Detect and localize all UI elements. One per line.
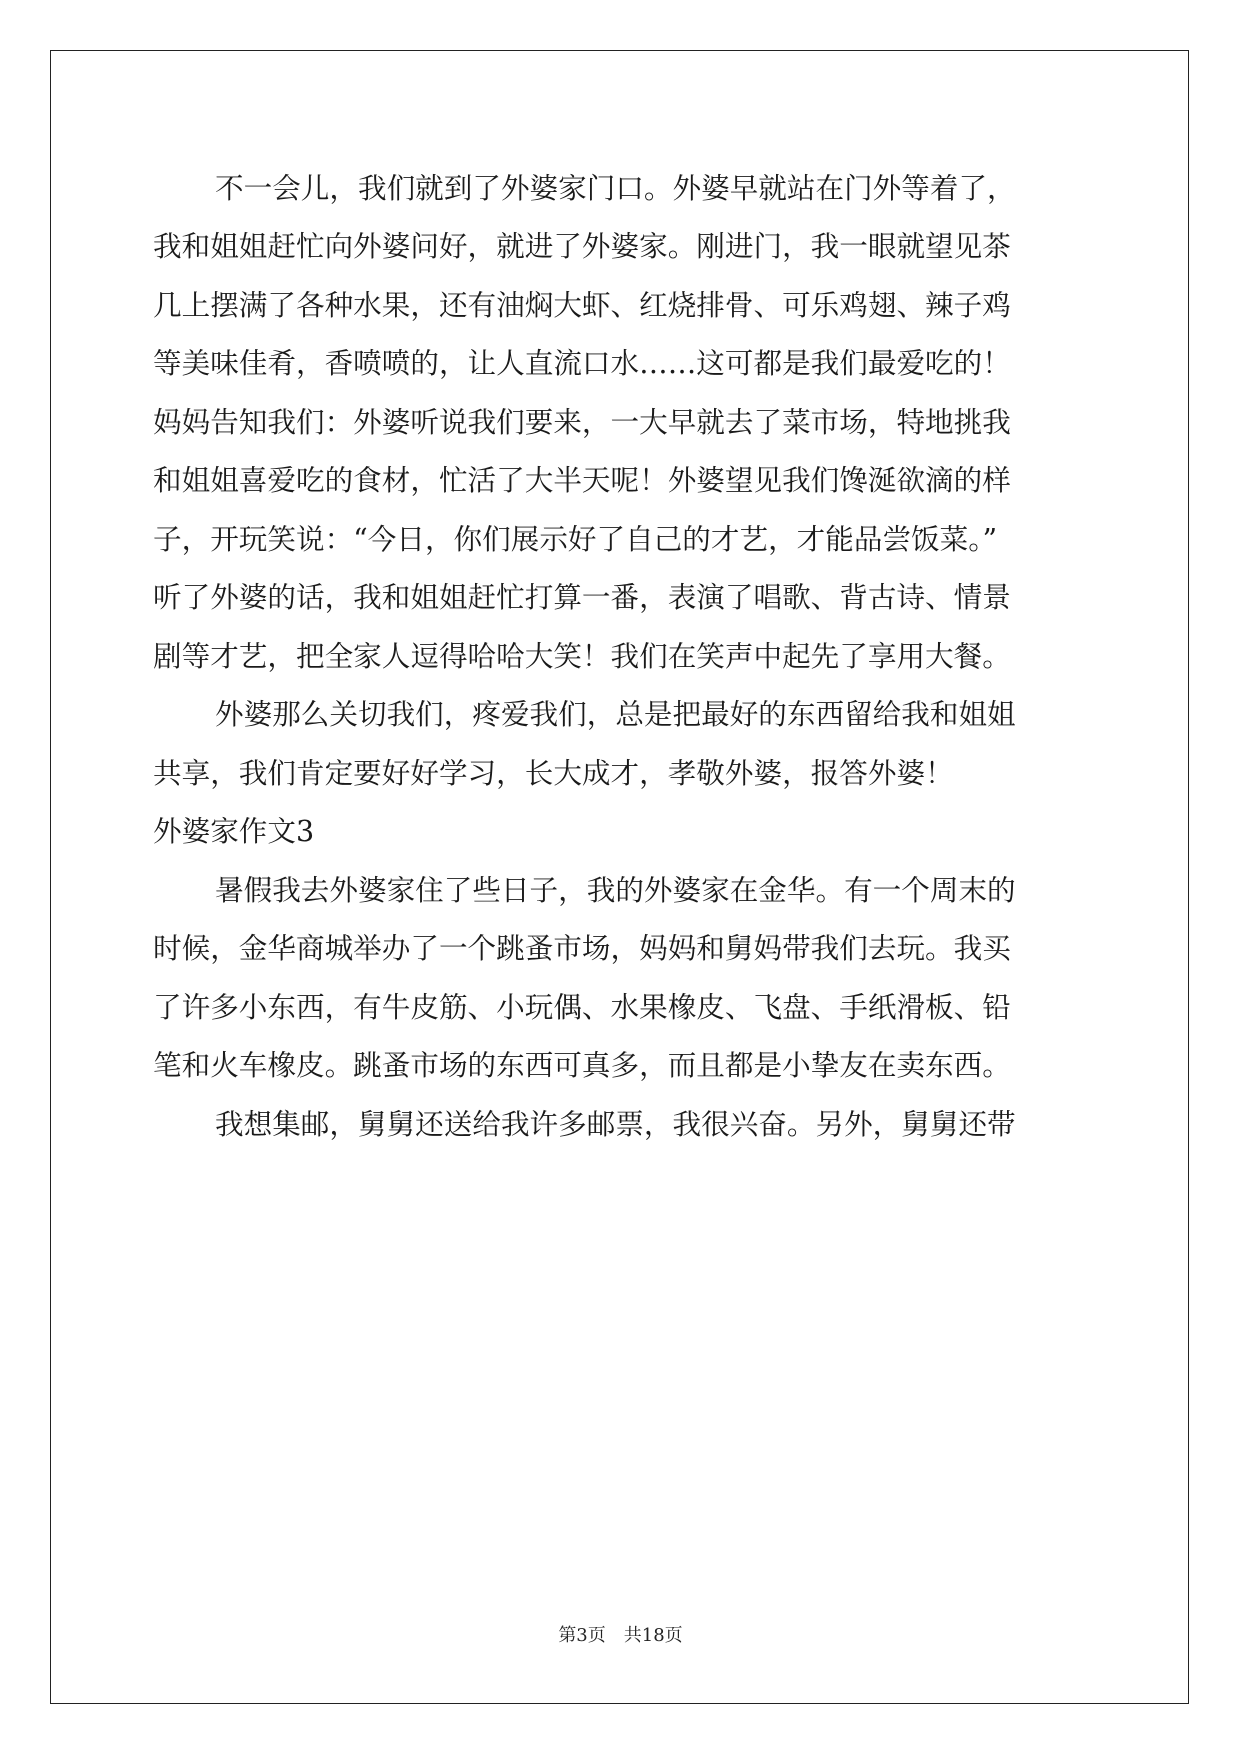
- text-line-17: 我想集邮，舅舅还送给我许多邮票，我很兴奋。另外，舅舅还带: [215, 1107, 1016, 1141]
- text-line-13: 暑假我去外婆家住了些日子，我的外婆家在金华。有一个周末的: [215, 873, 1016, 907]
- text-line-7: 子，开玩笑说：“今日，你们展示好了自己的才艺，才能品尝饭菜。”: [153, 522, 998, 556]
- text-line-15: 了许多小东西，有牛皮筋、小玩偶、水果橡皮、飞盘、手纸滑板、铅: [153, 990, 1011, 1024]
- text-line-3: 几上摆满了各种水果，还有油焖大虾、红烧排骨、可乐鸡翅、辣子鸡: [153, 288, 1011, 322]
- section-heading: 外婆家作文3: [153, 814, 315, 848]
- text-line-5: 妈妈告知我们：外婆听说我们要来，一大早就去了菜市场，特地挑我: [153, 405, 1011, 439]
- text-line-1: 不一会儿，我们就到了外婆家门口。外婆早就站在门外等着了，: [215, 171, 1016, 205]
- text-line-14: 时候，金华商城举办了一个跳蚤市场，妈妈和舅妈带我们去玩。我买: [153, 931, 1011, 965]
- text-line-9: 剧等才艺，把全家人逗得哈哈大笑！我们在笑声中起先了享用大餐。: [153, 639, 1011, 673]
- text-line-10: 外婆那么关切我们，疼爱我们，总是把最好的东西留给我和姐姐: [215, 697, 1016, 731]
- text-line-2: 我和姐姐赶忙向外婆问好，就进了外婆家。刚进门，我一眼就望见茶: [153, 229, 1011, 263]
- text-line-4: 等美味佳肴，香喷喷的，让人直流口水……这可都是我们最爱吃的！: [153, 346, 1011, 380]
- text-line-8: 听了外婆的话，我和姐姐赶忙打算一番，表演了唱歌、背古诗、情景: [153, 580, 1011, 614]
- text-line-11: 共享，我们肯定要好好学习，长大成才，孝敬外婆，报答外婆！: [153, 756, 954, 790]
- page-footer: 第3页 共18页: [558, 1625, 683, 1646]
- text-line-16: 笔和火车橡皮。跳蚤市场的东西可真多，而且都是小挚友在卖东西。: [153, 1048, 1011, 1082]
- text-line-6: 和姐姐喜爱吃的食材，忙活了大半天呢！外婆望见我们馋涎欲滴的样: [153, 463, 1011, 497]
